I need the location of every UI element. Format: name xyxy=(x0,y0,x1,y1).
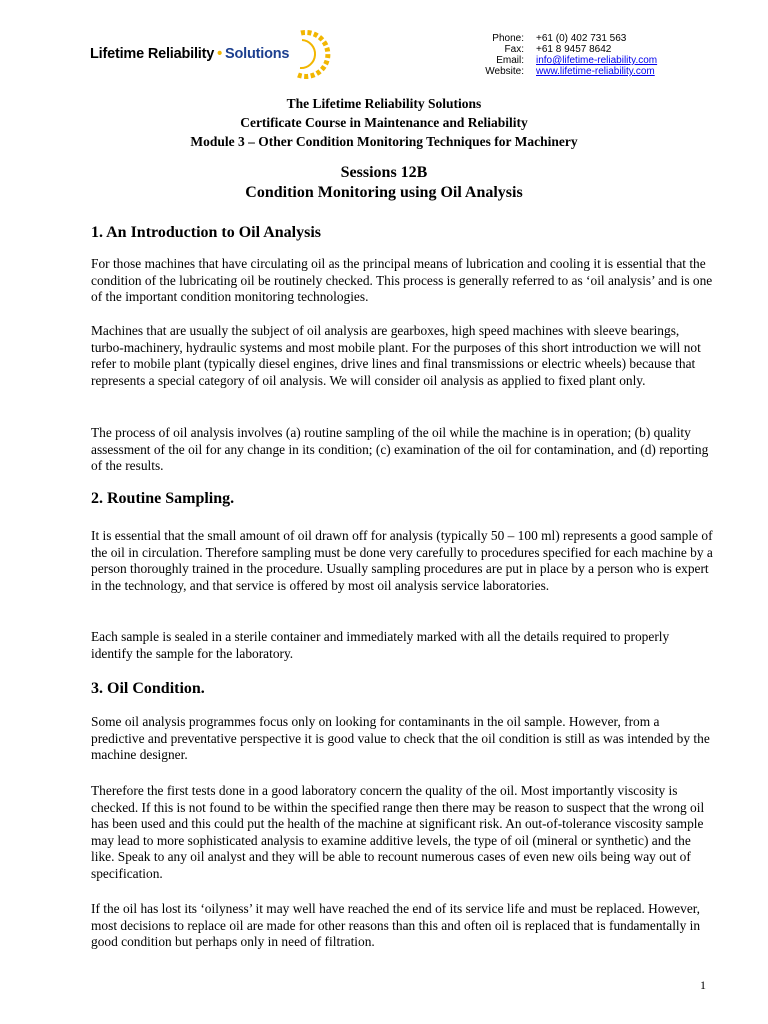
course-line-2: Certificate Course in Maintenance and Reliability xyxy=(240,115,528,130)
paragraph: The process of oil analysis involves (a) routine sampling of the oil while the machine is in operation; (b) quality assessment of the oil for any change in its condition; (c) examination of the oil for contamination, and (d) reporting of the results. xyxy=(91,425,709,473)
paragraph: Therefore the first tests done in a good laboratory concern the quality of the oil. Most importantly viscosity is checked. If this is not found to be within the specified range then there may be reason to suspect that the wrong oil has been used and this could put the health of the machine at significant risk. An out-of-tolerance viscosity sample may lead to more sophisticated analysis to examine additive levels, the type of oil (mineral or synthetic) and the like. Speak to any oil analyst and they will be able to recount numerous cases of even new oils being way out of specification. xyxy=(91,783,705,881)
session-title xyxy=(0,163,768,203)
logo-wordmark xyxy=(90,46,289,62)
paragraph: Some oil analysis programmes focus only on looking for contaminants in the oil sample. However, from a predictive and preventative perspective it is good value to check that the oil condition is still as was intended by the machine designer. xyxy=(91,714,710,762)
phone-label: Phone: xyxy=(492,33,524,44)
contact-website xyxy=(470,66,657,77)
contact-fax xyxy=(470,44,657,55)
section-heading: 2. Routine Sampling. xyxy=(91,490,235,507)
website-link[interactable]: www.lifetime-reliability.com xyxy=(536,66,655,77)
contact-phone xyxy=(470,33,657,44)
paragraph: Each sample is sealed in a sterile container and immediately marked with all the details required to properly identify the sample for the laboratory. xyxy=(91,629,670,661)
course-line-3: Module 3 – Other Condition Monitoring Techniques for Machinery xyxy=(190,134,578,149)
company-logo xyxy=(90,26,330,84)
contact-block xyxy=(470,33,657,77)
fax-label: Fax: xyxy=(504,44,524,55)
logo-separator: • xyxy=(217,46,223,62)
paragraph: For those machines that have circulating oil as the principal means of lubrication and cooling it is essential that the condition of the lubricating oil be routinely checked. This process is generally referred to as ‘oil analysis’ and is one of the important condition monitoring technologies. xyxy=(91,256,713,304)
paragraph: If the oil has lost its ‘oilyness’ it may well have reached the end of its service life and must be replaced. However, most decisions to replace oil are made for other reasons than this and often oil is replaced that is fundamentally in good condition but perhaps only in need of filtration. xyxy=(91,901,701,949)
session-line-2: Condition Monitoring using Oil Analysis xyxy=(245,184,523,201)
phone-value: +61 (0) 402 731 563 xyxy=(536,33,627,44)
website-label: Website: xyxy=(485,66,524,77)
gear-icon xyxy=(278,26,334,82)
paragraph: Machines that are usually the subject of oil analysis are gearboxes, high speed machines with sleeve bearings, turbo-machinery, hydraulic systems and most mobile plant. For the purposes of this short introduction we will not refer to mobile plant (typically diesel engines, drive lines and final transmissions or electric wheels) because that represents a special category of oil analysis. We will consider oil analysis as applied to fixed plant only. xyxy=(91,323,701,388)
paragraph: It is essential that the small amount of oil drawn off for analysis (typically 50 – 100 ml) represents a good sample of the oil in circulation. Therefore sampling must be done very carefully to procedures specified for each machine by a person thoroughly trained in the procedure. Usually sampling procedures are put in place by a person who is expert in the technology, and that service is offered by most oil analysis service laboratories. xyxy=(91,528,713,593)
section-heading: 1. An Introduction to Oil Analysis xyxy=(91,224,321,241)
page-number: 1 xyxy=(700,978,706,992)
course-line-1: The Lifetime Reliability Solutions xyxy=(286,96,482,111)
logo-name-part1: Lifetime Reliability xyxy=(90,46,215,62)
contact-email xyxy=(470,55,657,66)
email-label: Email: xyxy=(496,55,524,66)
email-link[interactable]: info@lifetime-reliability.com xyxy=(536,55,658,66)
course-title xyxy=(0,94,768,151)
fax-value: +61 8 9457 8642 xyxy=(536,44,612,55)
session-line-1: Sessions 12B xyxy=(340,164,428,181)
section-heading: 3. Oil Condition. xyxy=(91,680,205,697)
logo-name-part2: Solutions xyxy=(225,46,290,62)
